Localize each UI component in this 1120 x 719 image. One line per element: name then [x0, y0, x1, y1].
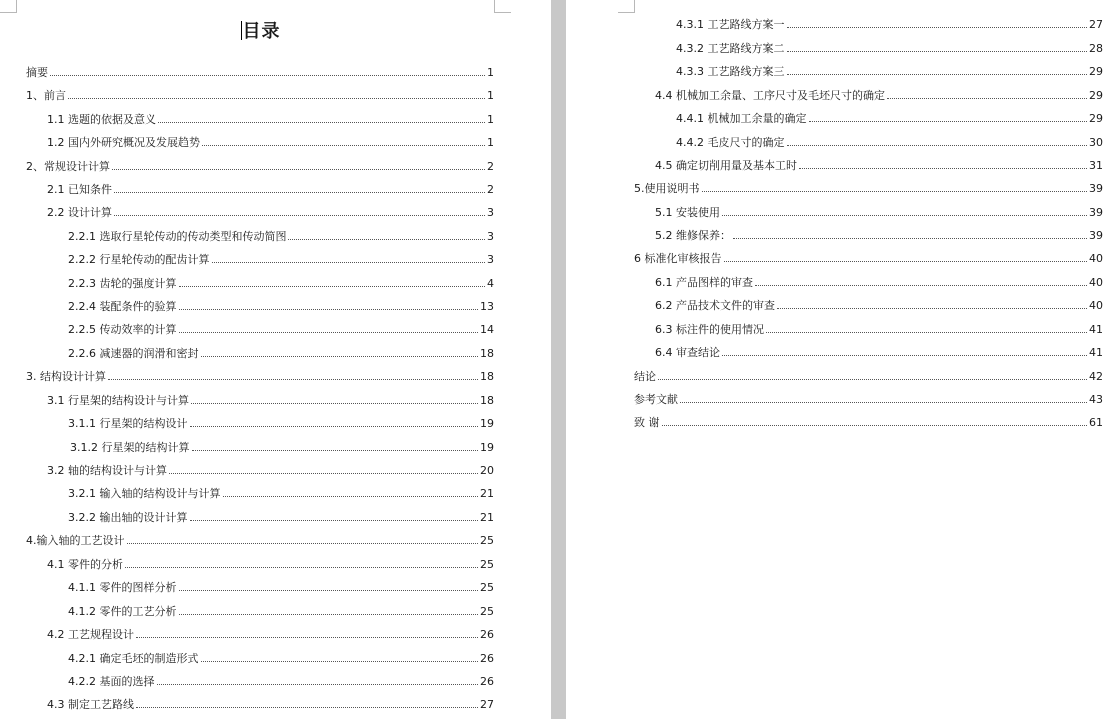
toc-entry[interactable]	[68, 674, 494, 690]
toc-dot-leader	[68, 89, 485, 99]
toc-entry-title: 致 谢	[634, 416, 660, 429]
toc-entry-title: 2.2.2 行星轮传动的配齿计算	[68, 253, 210, 266]
toc-entry-title: 4.3.3 工艺路线方案三	[676, 65, 785, 78]
toc-page-number: 26	[480, 628, 494, 641]
toc-entry-title: 2.2.4 装配条件的验算	[68, 300, 177, 313]
toc-entry[interactable]	[634, 181, 1103, 197]
toc-page-number: 3	[487, 230, 494, 243]
toc-entry[interactable]	[655, 345, 1103, 361]
toc-dot-leader	[50, 66, 485, 76]
toc-page-number: 25	[480, 581, 494, 594]
toc-page-number: 18	[480, 370, 494, 383]
toc-entry-title: 摘要	[26, 66, 48, 79]
toc-page-number: 25	[480, 558, 494, 571]
toc-entry-title: 4.1.1 零件的图样分析	[68, 581, 177, 594]
toc-entry-title: 2.2 设计计算	[47, 206, 112, 219]
toc-entry-title: 3.2.1 输入轴的结构设计与计算	[68, 487, 221, 500]
toc-page-number: 18	[480, 394, 494, 407]
toc-dot-leader	[179, 323, 479, 333]
toc-page-number: 40	[1089, 299, 1103, 312]
toc-page-number: 27	[480, 698, 494, 711]
toc-page-number: 19	[480, 441, 494, 454]
toc-entry-title: 5.2 维修保养：	[655, 229, 731, 242]
toc-dot-leader	[191, 394, 478, 404]
toc-entry[interactable]	[68, 229, 494, 245]
toc-entry[interactable]	[634, 415, 1103, 431]
toc-page-number: 43	[1089, 393, 1103, 406]
page-gutter	[551, 0, 566, 719]
toc-page-number: 40	[1089, 252, 1103, 265]
toc-entry-title: 6.1 产品图样的审查	[655, 276, 753, 289]
toc-page-number: 25	[480, 605, 494, 618]
toc-dot-leader	[658, 370, 1087, 380]
toc-entry-title: 3.2.2 输出轴的设计计算	[68, 511, 188, 524]
toc-entry-title: 3. 结构设计计算	[26, 370, 106, 383]
toc-dot-leader	[787, 65, 1088, 75]
toc-dot-leader	[787, 136, 1088, 146]
toc-entry[interactable]	[655, 275, 1103, 291]
toc-entry[interactable]	[655, 88, 1103, 104]
toc-page-number: 26	[480, 675, 494, 688]
toc-page-number: 26	[480, 652, 494, 665]
toc-entry[interactable]	[47, 557, 494, 573]
toc-entry-title: 5.使用说明书	[634, 182, 700, 195]
toc-dot-leader	[777, 299, 1087, 309]
toc-dot-leader	[201, 347, 479, 357]
toc-dot-leader	[112, 160, 485, 170]
toc-entry-title: 4.4.2 毛皮尺寸的确定	[676, 136, 785, 149]
toc-entry[interactable]	[47, 112, 494, 128]
toc-entry[interactable]	[47, 205, 494, 221]
toc-dot-leader	[787, 18, 1088, 28]
toc-entry-title: 4.4 机械加工余量、工序尺寸及毛坯尺寸的确定	[655, 89, 885, 102]
toc-dot-leader	[733, 229, 1087, 239]
toc-dot-leader	[202, 136, 485, 146]
toc-entry-title: 3.1 行星架的结构设计与计算	[47, 394, 189, 407]
toc-entry[interactable]	[70, 440, 494, 456]
toc-entry[interactable]	[634, 369, 1103, 385]
toc-dot-leader	[787, 42, 1088, 52]
toc-page-number: 29	[1089, 65, 1103, 78]
toc-entry[interactable]	[47, 182, 494, 198]
toc-page-number: 21	[480, 487, 494, 500]
toc-page-number: 14	[480, 323, 494, 336]
toc-entry-title: 2.2.6 减速器的润滑和密封	[68, 347, 199, 360]
toc-entry-title: 4.3 制定工艺路线	[47, 698, 134, 711]
toc-entry[interactable]	[26, 88, 494, 104]
toc-entry-title: 4.4.1 机械加工余量的确定	[676, 112, 807, 125]
toc-dot-leader	[722, 346, 1087, 356]
toc-entry-title: 2.1 已知条件	[47, 183, 112, 196]
toc-dot-leader	[190, 417, 479, 427]
toc-entry-title: 1.2 国内外研究概况及发展趋势	[47, 136, 200, 149]
toc-dot-leader	[799, 159, 1087, 169]
toc-entry-title: 2.2.3 齿轮的强度计算	[68, 277, 177, 290]
toc-entry-title: 4.1 零件的分析	[47, 558, 123, 571]
toc-dot-leader	[108, 370, 478, 380]
toc-entry-title: 1、前言	[26, 89, 66, 102]
toc-page-number: 39	[1089, 229, 1103, 242]
toc-entry[interactable]	[26, 533, 494, 549]
toc-entry[interactable]	[47, 135, 494, 151]
toc-entry[interactable]	[634, 392, 1103, 408]
toc-dot-leader	[201, 652, 479, 662]
toc-entry[interactable]	[68, 416, 494, 432]
toc-dot-leader	[662, 416, 1088, 426]
toc-dot-leader	[223, 487, 479, 497]
toc-page-number: 40	[1089, 276, 1103, 289]
toc-entry-title: 2、常规设计计算	[26, 160, 110, 173]
toc-entry-title: 4.3.1 工艺路线方案一	[676, 18, 785, 31]
toc-dot-leader	[724, 252, 1088, 262]
toc-page-number: 27	[1089, 18, 1103, 31]
toc-entry-title: 3.2 轴的结构设计与计算	[47, 464, 167, 477]
toc-entry[interactable]	[655, 158, 1103, 174]
toc-entry[interactable]	[676, 135, 1103, 151]
page-title	[0, 17, 521, 43]
toc-entry[interactable]	[634, 251, 1103, 267]
toc-entry-title: 4.3.2 工艺路线方案二	[676, 42, 785, 55]
toc-entry[interactable]	[68, 604, 494, 620]
toc-entry[interactable]	[26, 369, 494, 385]
toc-entry-title: 1.1 选题的依据及意义	[47, 113, 156, 126]
margin-corner-marker	[618, 0, 635, 13]
toc-entry[interactable]	[68, 276, 494, 292]
toc-page-number: 30	[1089, 136, 1103, 149]
toc-entry[interactable]	[655, 228, 1103, 244]
toc-entry[interactable]	[676, 17, 1103, 33]
toc-entry-title: 4.2.1 确定毛坯的制造形式	[68, 652, 199, 665]
toc-entry-title: 6.3 标注件的使用情况	[655, 323, 764, 336]
toc-entry-title: 4.输入轴的工艺设计	[26, 534, 125, 547]
toc-dot-leader	[179, 300, 479, 310]
toc-page-number: 29	[1089, 89, 1103, 102]
toc-entry[interactable]	[676, 111, 1103, 127]
toc-entry[interactable]	[68, 346, 494, 362]
toc-entry-title: 2.2.1 选取行星轮传动的传动类型和传动简图	[68, 230, 287, 243]
toc-page-number: 1	[487, 113, 494, 126]
toc-dot-leader	[179, 605, 479, 615]
toc-entry[interactable]	[26, 159, 494, 175]
toc-page-number: 1	[487, 89, 494, 102]
toc-page-number: 13	[480, 300, 494, 313]
toc-dot-leader	[887, 89, 1087, 99]
margin-corner-marker	[0, 0, 17, 13]
toc-entry[interactable]	[68, 299, 494, 315]
toc-dot-leader	[157, 675, 479, 685]
toc-dot-leader	[192, 441, 479, 451]
toc-entry[interactable]	[68, 486, 494, 502]
toc-page-number: 41	[1089, 346, 1103, 359]
toc-entry-title: 结论	[634, 370, 656, 383]
toc-dot-leader	[114, 183, 485, 193]
toc-dot-leader	[288, 230, 485, 240]
toc-dot-leader	[212, 253, 486, 263]
toc-page-number: 19	[480, 417, 494, 430]
toc-dot-leader	[809, 112, 1088, 122]
page-title-text: 目录	[242, 21, 281, 42]
toc-entry[interactable]	[655, 205, 1103, 221]
toc-page-number: 25	[480, 534, 494, 547]
toc-dot-leader	[179, 277, 486, 287]
toc-page-number: 3	[487, 206, 494, 219]
toc-entry-title: 6.4 审查结论	[655, 346, 720, 359]
toc-entry[interactable]	[68, 252, 494, 268]
toc-page-number: 4	[487, 277, 494, 290]
toc-dot-leader	[127, 534, 479, 544]
toc-dot-leader	[114, 206, 485, 216]
toc-page-number: 39	[1089, 182, 1103, 195]
toc-dot-leader	[722, 206, 1087, 216]
toc-entry[interactable]	[47, 463, 494, 479]
toc-dot-leader	[179, 581, 479, 591]
toc-entry[interactable]	[26, 65, 494, 81]
toc-page-number: 21	[480, 511, 494, 524]
toc-dot-leader	[125, 558, 478, 568]
toc-dot-leader	[136, 628, 478, 638]
document-page-left[interactable]	[0, 0, 551, 719]
toc-entry[interactable]	[655, 298, 1103, 314]
toc-entry-title: 4.2 工艺规程设计	[47, 628, 134, 641]
toc-entry[interactable]	[655, 322, 1103, 338]
toc-dot-leader	[702, 182, 1088, 192]
toc-entry[interactable]	[676, 41, 1103, 57]
toc-page-number: 2	[487, 160, 494, 173]
toc-page-number: 3	[487, 253, 494, 266]
toc-entry-title: 6 标准化审核报告	[634, 252, 722, 265]
toc-dot-leader	[136, 698, 478, 708]
toc-entry[interactable]	[68, 322, 494, 338]
toc-entry[interactable]	[47, 393, 494, 409]
toc-entry[interactable]	[47, 697, 494, 713]
toc-dot-leader	[158, 113, 485, 123]
toc-entry[interactable]	[68, 510, 494, 526]
toc-page-number: 2	[487, 183, 494, 196]
toc-page-number: 42	[1089, 370, 1103, 383]
toc-page-number: 1	[487, 136, 494, 149]
document-page-right[interactable]	[566, 0, 1120, 719]
toc-entry[interactable]	[68, 651, 494, 667]
toc-page-number: 39	[1089, 206, 1103, 219]
toc-page-number: 31	[1089, 159, 1103, 172]
toc-page-number: 20	[480, 464, 494, 477]
toc-entry-title: 参考文献	[634, 393, 678, 406]
toc-dot-leader	[680, 393, 1087, 403]
toc-page-number: 29	[1089, 112, 1103, 125]
toc-page-number: 18	[480, 347, 494, 360]
toc-dot-leader	[169, 464, 478, 474]
toc-entry-title: 2.2.5 传动效率的计算	[68, 323, 177, 336]
toc-page-number: 61	[1089, 416, 1103, 429]
toc-entry-title: 4.1.2 零件的工艺分析	[68, 605, 177, 618]
toc-page-number: 28	[1089, 42, 1103, 55]
toc-entry-title: 6.2 产品技术文件的审查	[655, 299, 775, 312]
toc-entry-title: 3.1.2 行星架的结构计算	[70, 441, 190, 454]
toc-page-number: 1	[487, 66, 494, 79]
toc-entry-title: 4.2.2 基面的选择	[68, 675, 155, 688]
toc-dot-leader	[766, 323, 1087, 333]
toc-dot-leader	[190, 511, 479, 521]
toc-dot-leader	[755, 276, 1087, 286]
toc-entry[interactable]	[676, 64, 1103, 80]
toc-page-number: 41	[1089, 323, 1103, 336]
margin-corner-marker	[494, 0, 511, 13]
toc-entry-title: 3.1.1 行星架的结构设计	[68, 417, 188, 430]
toc-entry-title: 4.5 确定切削用量及基本工时	[655, 159, 797, 172]
toc-entry[interactable]	[47, 627, 494, 643]
text-cursor	[241, 21, 242, 40]
toc-entry-title: 5.1 安装使用	[655, 206, 720, 219]
toc-entry[interactable]	[68, 580, 494, 596]
